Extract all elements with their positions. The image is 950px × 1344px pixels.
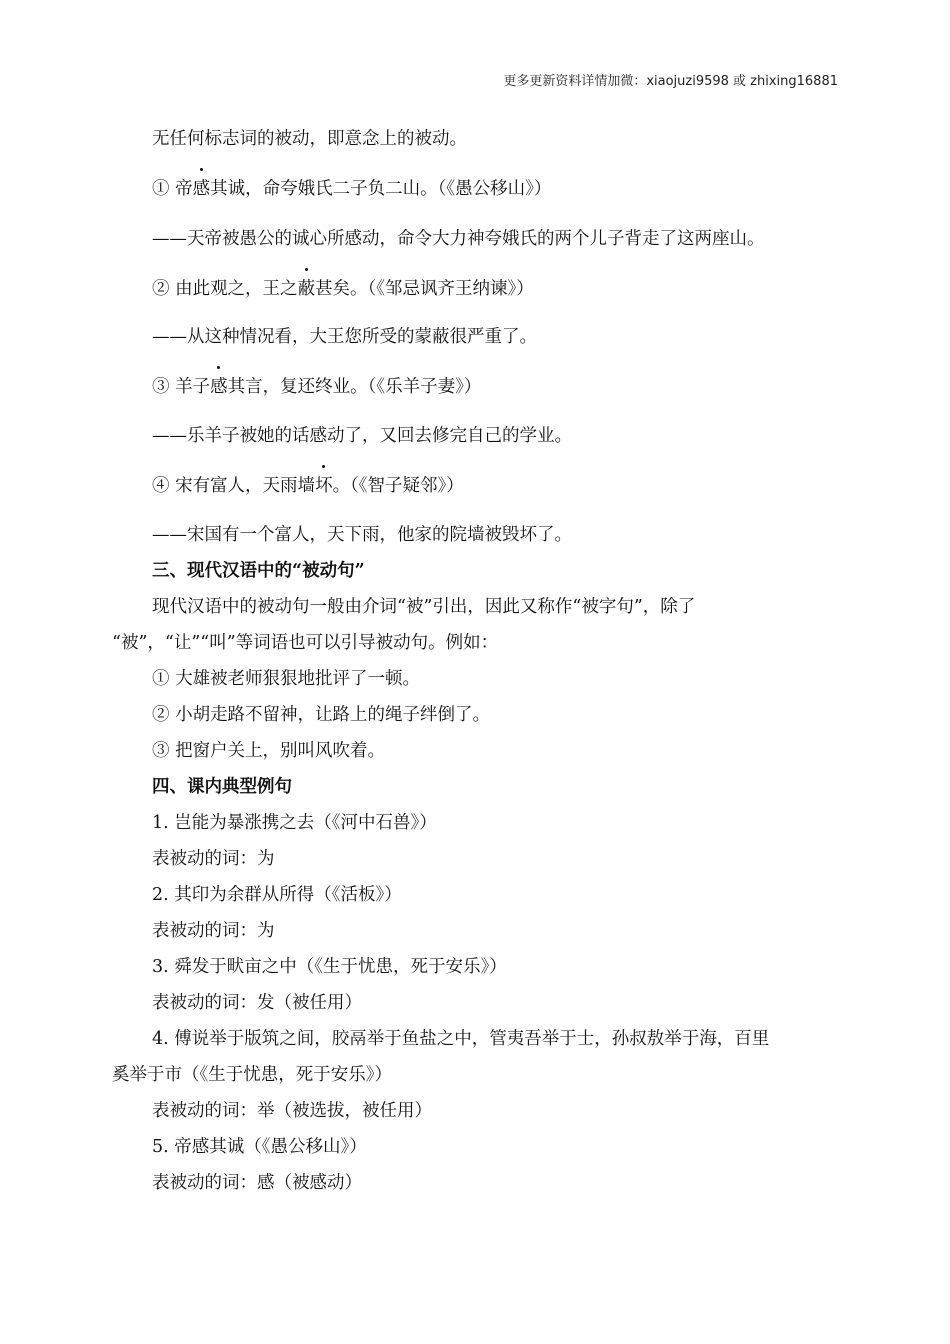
example-translation-4: ——宋国有一个富人，天下雨，他家的院墙被毁坏了。 [152, 525, 572, 545]
item-1-answer: 表被动的词：为 [152, 849, 275, 869]
dotted-character: 蔽 [297, 279, 316, 299]
example-translation-2: ——从这种情况看，大王您所受的蒙蔽很严重了。 [152, 327, 537, 347]
example-post: 其诚，命夸娥氏二子负二山。（《愚公移山》） [210, 179, 552, 199]
example-post: 其言，复还终业。（《乐羊子妻》） [227, 377, 482, 397]
section2-intro: 无任何标志词的被动，即意念上的被动。 [152, 129, 467, 149]
item-2-answer: 表被动的词：为 [152, 921, 275, 941]
section3-example-2: ② 小胡走路不留神，让路上的绳子绊倒了。 [152, 705, 491, 725]
item-2-sentence: 2. 其印为余群从所得（《活板》） [152, 885, 402, 905]
item-1-sentence: 1. 岂能为暴涨携之去（《河中石兽》） [152, 813, 437, 833]
example-translation-1: ——天帝被愚公的诚心所感动，命令大力神夸娥氏的两个儿子背走了这两座山。 [152, 229, 765, 249]
example-post: 甚矣。（《邹忌讽齐王纳谏》） [315, 279, 534, 299]
dotted-character: 感 [192, 179, 211, 199]
example-sentence-3 [152, 376, 481, 398]
example-sentence-1 [152, 178, 551, 200]
section4-heading: 四、课内典型例句 [152, 777, 292, 797]
section3-paragraph-line1: 现代汉语中的被动句一般由介词“被”引出，因此又称作“被字句”，除了 [152, 597, 696, 617]
example-pre: ③ 羊子 [152, 377, 211, 397]
item-4-answer: 表被动的词：举（被选拔，被任用） [152, 1101, 432, 1121]
section3-paragraph-line2: “被”，“让”“叫”等词语也可以引导被动句。例如： [112, 633, 499, 653]
example-translation-3: ——乐羊子被她的话感动了，又回去修完自己的学业。 [152, 426, 572, 446]
item-3-sentence: 3. 舜发于畎亩之中（《生于忧患，死于安乐》） [152, 957, 507, 977]
example-pre: ② 由此观之，王之 [152, 279, 298, 299]
section3-example-3: ③ 把窗户关上，别叫风吹着。 [152, 741, 386, 761]
header-note: 更多更新资料详情加微：xiaojuzi9598 或 zhixing16881 [503, 74, 838, 89]
section3-heading: 三、现代汉语中的“被动句” [152, 561, 365, 581]
example-pre: ① 帝 [152, 179, 193, 199]
item-3-answer: 表被动的词：发（被任用） [152, 993, 362, 1013]
item-4-sentence-cont: 奚举于市（《生于忧患，死于安乐》） [112, 1065, 392, 1085]
section3-example-1: ① 大雄被老师狠狠地批评了一顿。 [152, 669, 421, 689]
example-sentence-4 [152, 475, 464, 497]
item-4-sentence: 4. 傅说举于版筑之间，胶鬲举于鱼盐之中，管夷吾举于士，孙叔敖举于海，百里 [152, 1029, 770, 1049]
dotted-character: 感 [210, 377, 228, 397]
item-5-answer: 表被动的词：感（被感动） [152, 1173, 362, 1193]
dotted-character: 坏 [315, 476, 333, 496]
example-pre: ④ 宋有富人，天雨墙 [152, 476, 316, 496]
example-post: 。（《智子疑邻》） [332, 476, 464, 496]
example-sentence-2 [152, 278, 534, 300]
item-5-sentence: 5. 帝感其诚（《愚公移山》） [152, 1137, 367, 1157]
